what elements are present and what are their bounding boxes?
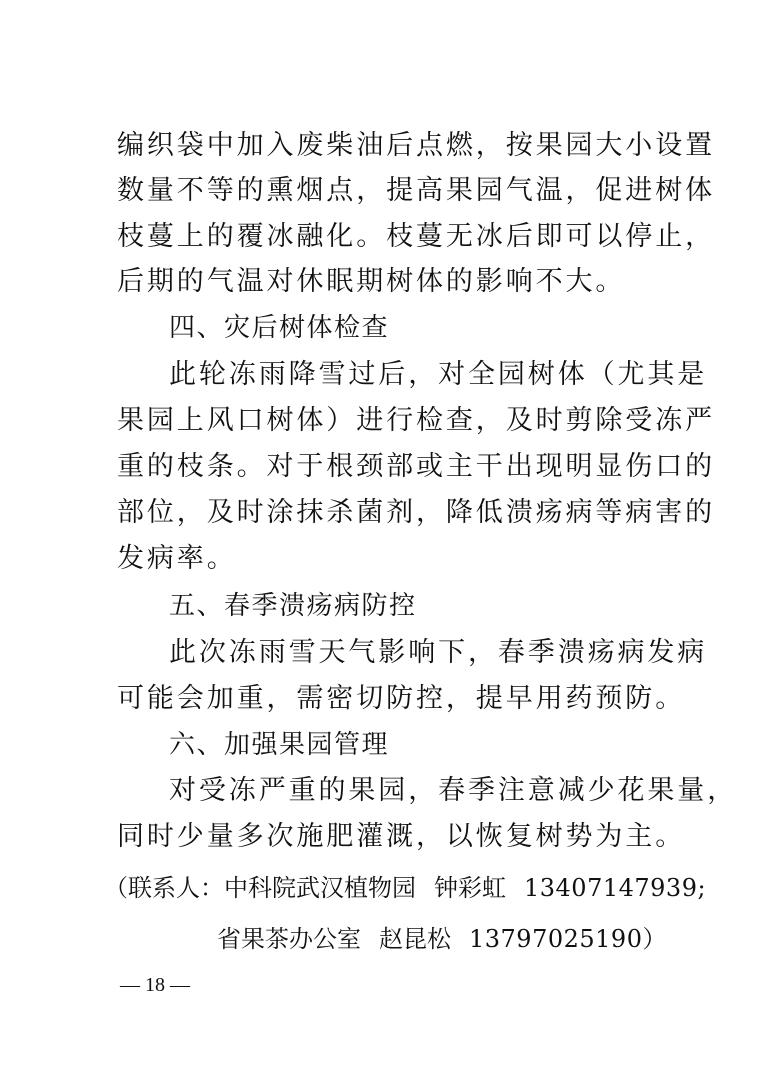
contact-org: 省果茶办公室 bbox=[217, 925, 361, 953]
paragraph-line: 后期的气温对休眠期树体的影响不大。 bbox=[117, 266, 626, 297]
contact-line-2 bbox=[217, 922, 667, 956]
paragraph-line: 数量不等的熏烟点，提高果园气温，促进树体 bbox=[117, 175, 715, 206]
section-heading-5: 五、春季溃疡病防控 bbox=[169, 591, 417, 621]
paragraph-line: 发病率。 bbox=[117, 543, 237, 574]
paragraph-line: 果园上风口树体）进行检查，及时剪除受冻严 bbox=[117, 405, 715, 436]
paragraph-line: 枝蔓上的覆冰融化。枝蔓无冰后即可以停止， bbox=[117, 221, 715, 252]
page-number: — 18 — bbox=[120, 974, 190, 996]
paragraph-line: 可能会加重，需密切防控，提早用药预防。 bbox=[117, 683, 686, 714]
paragraph-line: 部位，及时涂抹杀菌剂，降低溃疡病等病害的 bbox=[117, 497, 715, 528]
paragraph-line: 重的枝条。对于根颈部或主干出现明显伤口的 bbox=[117, 451, 715, 482]
paragraph-line: 此轮冻雨降雪过后，对全园树体（尤其是 bbox=[169, 359, 708, 390]
contact-prefix: （联系人：中科院武汉植物园 bbox=[104, 874, 416, 902]
contact-name: 钟彩虹 bbox=[434, 874, 506, 902]
section-heading-6: 六、加强果园管理 bbox=[169, 730, 390, 760]
paragraph-line: 对受冻严重的果园，春季注意减少花果量， bbox=[169, 775, 738, 806]
contact-phone: 13407147939; bbox=[524, 874, 707, 902]
contact-phone: 13797025190） bbox=[469, 925, 667, 953]
section-heading-4: 四、灾后树体检查 bbox=[169, 313, 390, 343]
paragraph-line: 此次冻雨雪天气影响下，春季溃疡病发病 bbox=[169, 637, 708, 668]
contact-name: 赵昆松 bbox=[379, 925, 451, 953]
paragraph-line: 同时少量多次施肥灌溉，以恢复树势为主。 bbox=[117, 821, 686, 852]
paragraph-line: 编织袋中加入废柴油后点燃，按果园大小设置 bbox=[117, 130, 715, 161]
contact-line-1 bbox=[104, 871, 706, 905]
